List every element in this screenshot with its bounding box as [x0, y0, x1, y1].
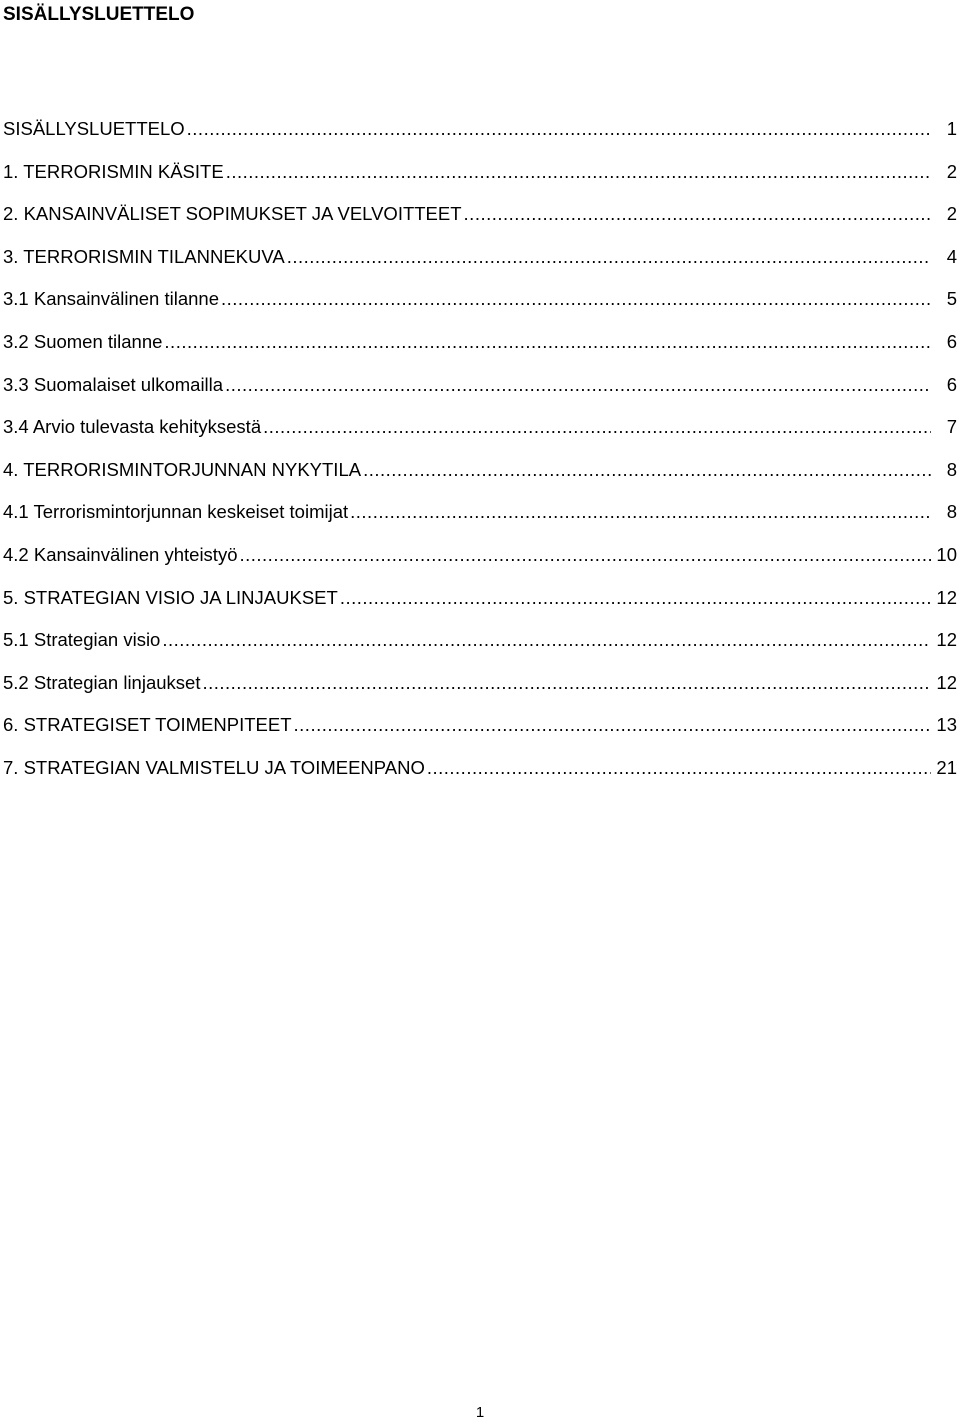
toc-entry-page: 12 — [936, 629, 957, 651]
toc-leader-dots — [225, 373, 931, 397]
toc-entry-page: 8 — [946, 458, 957, 480]
toc-entry-page: 1 — [946, 118, 957, 139]
toc-entry-title: 7. STRATEGIAN VALMISTELU JA TOIMEENPANO — [3, 756, 425, 778]
toc-entry[interactable] — [3, 160, 960, 203]
toc-leader-dots — [164, 330, 931, 354]
toc-entry-title: 4. TERRORISMINTORJUNNAN NYKYTILA — [3, 458, 362, 480]
toc-leader-dots — [187, 117, 931, 141]
toc-entry[interactable] — [3, 628, 960, 671]
toc-entry-title: 3.3 Suomalaiset ulkomailla — [3, 373, 224, 395]
toc-entry-title: 3.4 Arvio tulevasta kehityksestä — [3, 416, 262, 438]
toc-entry[interactable] — [3, 245, 960, 288]
toc-leader-dots — [294, 713, 931, 737]
toc-entry[interactable] — [3, 373, 960, 416]
toc-leader-dots — [263, 415, 931, 439]
toc-entry-page: 13 — [936, 714, 957, 736]
toc-entry-title: 2. KANSAINVÄLISET SOPIMUKSET JA VELVOITTEET — [3, 203, 462, 225]
toc-leader-dots — [221, 287, 931, 311]
toc-leader-dots — [287, 245, 931, 269]
toc-entry-page: 2 — [946, 160, 957, 182]
toc-leader-dots — [202, 671, 931, 695]
toc-leader-dots — [239, 543, 931, 567]
toc-leader-dots — [427, 756, 931, 780]
toc-entry-title: 1. TERRORISMIN KÄSITE — [3, 160, 224, 182]
toc-leader-dots — [226, 160, 931, 184]
toc-entry-page: 12 — [936, 586, 957, 608]
toc-entry-title: 5.1 Strategian visio — [3, 629, 161, 651]
toc-leader-dots — [464, 202, 931, 226]
page-title: SISÄLLYSLUETTELO — [3, 4, 195, 25]
toc-entry[interactable] — [3, 330, 960, 373]
toc-entry-title: SISÄLLYSLUETTELO — [3, 118, 185, 139]
toc-entry-page: 7 — [946, 416, 957, 438]
toc-entry-title: 4.1 Terrorismintorjunnan keskeiset toimijat — [3, 501, 349, 523]
toc-leader-dots — [340, 586, 931, 610]
toc-entry-page: 21 — [936, 756, 957, 778]
toc-entry-page: 12 — [936, 671, 957, 693]
toc-entry-title: 6. STRATEGISET TOIMENPITEET — [3, 714, 292, 736]
toc-entry-page: 10 — [936, 543, 957, 565]
toc-entry-page: 6 — [946, 330, 957, 352]
toc-entry[interactable] — [3, 586, 960, 629]
toc-entry-title: 3.2 Suomen tilanne — [3, 330, 163, 352]
toc-entry-page: 5 — [946, 288, 957, 310]
toc-entry-page: 6 — [946, 373, 957, 395]
toc-leader-dots — [363, 458, 931, 482]
toc-entry[interactable] — [3, 117, 960, 160]
toc-entry[interactable] — [3, 287, 960, 330]
toc-entry[interactable] — [3, 500, 960, 543]
table-of-contents — [3, 117, 960, 799]
toc-entry-title: 3. TERRORISMIN TILANNEKUVA — [3, 245, 285, 267]
toc-entry[interactable] — [3, 202, 960, 245]
toc-entry-title: 5. STRATEGIAN VISIO JA LINJAUKSET — [3, 586, 338, 608]
toc-entry[interactable] — [3, 713, 960, 756]
toc-entry-page: 8 — [946, 501, 957, 523]
toc-entry-title: 4.2 Kansainvälinen yhteistyö — [3, 543, 238, 565]
toc-entry-title: 3.1 Kansainvälinen tilanne — [3, 288, 219, 310]
toc-entry[interactable] — [3, 671, 960, 714]
page-number: 1 — [475, 1404, 485, 1421]
toc-entry[interactable] — [3, 458, 960, 501]
toc-entry-page: 4 — [946, 245, 957, 267]
toc-entry-page: 2 — [946, 203, 957, 225]
toc-entry-title: 5.2 Strategian linjaukset — [3, 671, 201, 693]
toc-entry[interactable] — [3, 543, 960, 586]
toc-entry[interactable] — [3, 756, 960, 799]
toc-leader-dots — [162, 628, 931, 652]
toc-leader-dots — [350, 500, 931, 524]
toc-entry[interactable] — [3, 415, 960, 458]
